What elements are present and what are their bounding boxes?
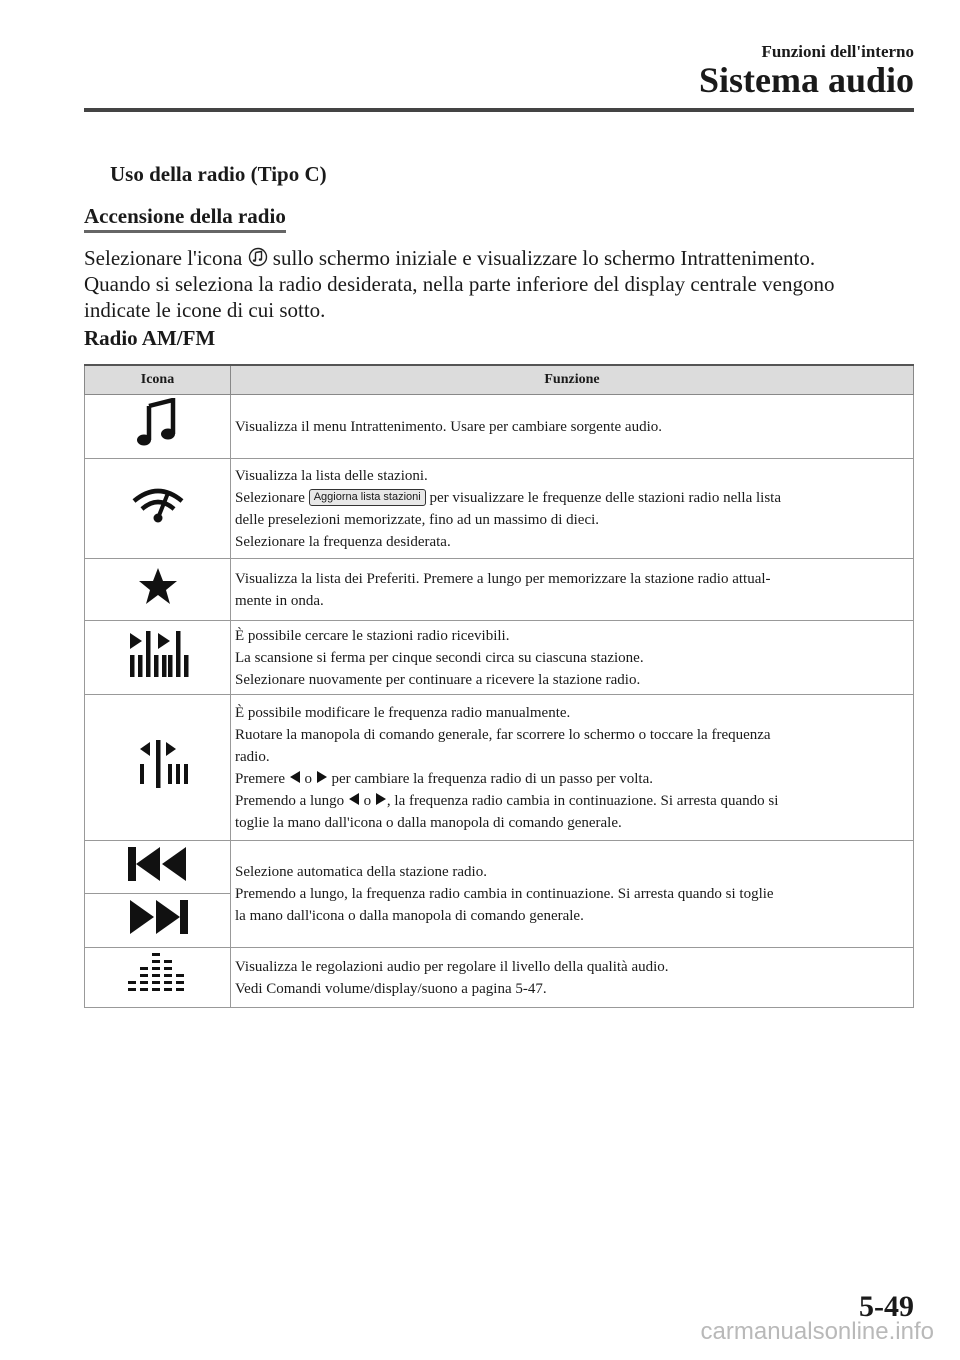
desc-line: Premendo a lungo, la frequenza radio cambia in continuazione. Si arresta quando si toglie	[235, 886, 774, 902]
desc-text: o	[304, 770, 312, 787]
section-heading: Uso della radio (Tipo C)	[110, 162, 327, 186]
page-number: 5-49	[859, 1290, 914, 1323]
col-header-icon: Icona	[85, 365, 231, 395]
desc-text: Premere	[235, 770, 285, 787]
icon-cell	[85, 459, 231, 559]
desc-line: delle preselezioni memorizzate, fino ad un massimo di dieci.	[235, 511, 600, 528]
desc-line: toglie la mano dall'icona o dalla manopola di comando generale.	[235, 814, 622, 831]
desc-text: Selezionare	[235, 489, 305, 506]
icon-cell	[85, 559, 231, 621]
desc-cell	[231, 695, 914, 841]
watermark: carmanualsonline.info	[700, 1318, 934, 1345]
desc-line: È possibile cercare le stazioni radio ricevibili.	[235, 627, 510, 644]
desc-line: Selezione automatica della stazione radio.	[235, 864, 487, 880]
header-rule	[84, 108, 914, 112]
desc-line: mente in onda.	[235, 592, 324, 609]
desc-text: per cambiare la frequenza radio di un passo per volta.	[331, 770, 654, 787]
intro-text-1a: Selezionare l'icona	[84, 246, 243, 270]
table-row	[85, 948, 914, 1008]
desc-line: la mano dall'icona o dalla manopola di comando generale.	[235, 908, 584, 924]
desc-cell	[231, 395, 914, 459]
icon-cell	[85, 395, 231, 459]
intro-text-2: Quando si seleziona la radio desiderata, nella parte inferiore del display centrale vengono	[84, 272, 835, 296]
icon-cell	[85, 695, 231, 841]
subsection-heading: Accensione della radio	[84, 204, 286, 233]
equalizer-icon	[128, 951, 188, 997]
desc-text: o	[363, 792, 372, 809]
desc-line: Visualizza le regolazioni audio per regolare il livello della qualità audio.	[235, 958, 669, 975]
desc-cell	[231, 841, 914, 948]
skip-forward-icon	[126, 898, 190, 936]
desc-line: Vedi Comandi volume/display/suono a pagina 5-47.	[235, 980, 547, 997]
intro-text-3: indicate le icone di cui sotto.	[84, 298, 326, 322]
music-note-icon	[135, 398, 181, 448]
desc-line: È possibile modificare le frequenza radio manualmente.	[235, 704, 571, 721]
desc-text: Premendo a lungo	[235, 792, 345, 809]
desc-line: La scansione si ferma per cinque secondi circa su ciascuna stazione.	[235, 649, 644, 666]
desc-line: Visualizza il menu Intrattenimento. Usare per cambiare sorgente audio.	[235, 418, 662, 435]
desc-line: Selezionare nuovamente per continuare a ricevere la stazione radio.	[235, 671, 641, 688]
table-header-row	[85, 365, 914, 395]
col-header-function: Funzione	[231, 365, 914, 395]
icon-cell	[85, 621, 231, 695]
arrow-right-icon	[375, 792, 387, 806]
icon-cell	[85, 841, 231, 894]
icon-cell	[85, 948, 231, 1008]
desc-cell	[231, 948, 914, 1008]
table-row	[85, 841, 914, 894]
desc-cell	[231, 559, 914, 621]
intro-paragraph	[84, 245, 914, 323]
table-row	[85, 395, 914, 459]
star-icon	[138, 566, 178, 606]
music-note-inline-icon	[248, 247, 268, 267]
header-chapter: Funzioni dell'interno	[761, 42, 914, 61]
icon-cell	[85, 894, 231, 948]
table-row	[85, 559, 914, 621]
station-list-icon	[128, 485, 188, 525]
desc-line: radio.	[235, 748, 270, 765]
table-row	[85, 621, 914, 695]
desc-line: Selezionare la frequenza desiderata.	[235, 533, 451, 550]
desc-cell	[231, 459, 914, 559]
desc-text: , la frequenza radio cambia in continuazione. Si arresta quando si	[386, 792, 779, 809]
table-row	[85, 695, 914, 841]
update-station-list-button[interactable]: Aggiorna lista stazioni	[309, 489, 426, 506]
manual-tune-icon	[128, 738, 188, 790]
table-row	[85, 459, 914, 559]
function-table	[84, 364, 914, 1008]
desc-line: Visualizza la lista dei Preferiti. Premere a lungo per memorizzare la stazione radio attual-	[235, 570, 771, 587]
desc-text: per visualizzare le frequenze delle stazioni radio nella lista	[429, 489, 781, 506]
scan-icon	[126, 629, 190, 679]
arrow-left-icon	[289, 770, 301, 784]
table-title: Radio AM/FM	[84, 326, 216, 350]
arrow-left-icon	[348, 792, 360, 806]
header-section-title: Sistema audio	[698, 60, 914, 100]
arrow-right-icon	[316, 770, 328, 784]
desc-line: Ruotare la manopola di comando generale, far scorrere lo schermo o toccare la frequenza	[235, 726, 771, 743]
skip-back-icon	[126, 845, 190, 883]
desc-cell	[231, 621, 914, 695]
intro-text-1b: sullo schermo iniziale e visualizzare lo schermo Intrattenimento.	[272, 246, 816, 270]
desc-line: Visualizza la lista delle stazioni.	[235, 467, 428, 484]
